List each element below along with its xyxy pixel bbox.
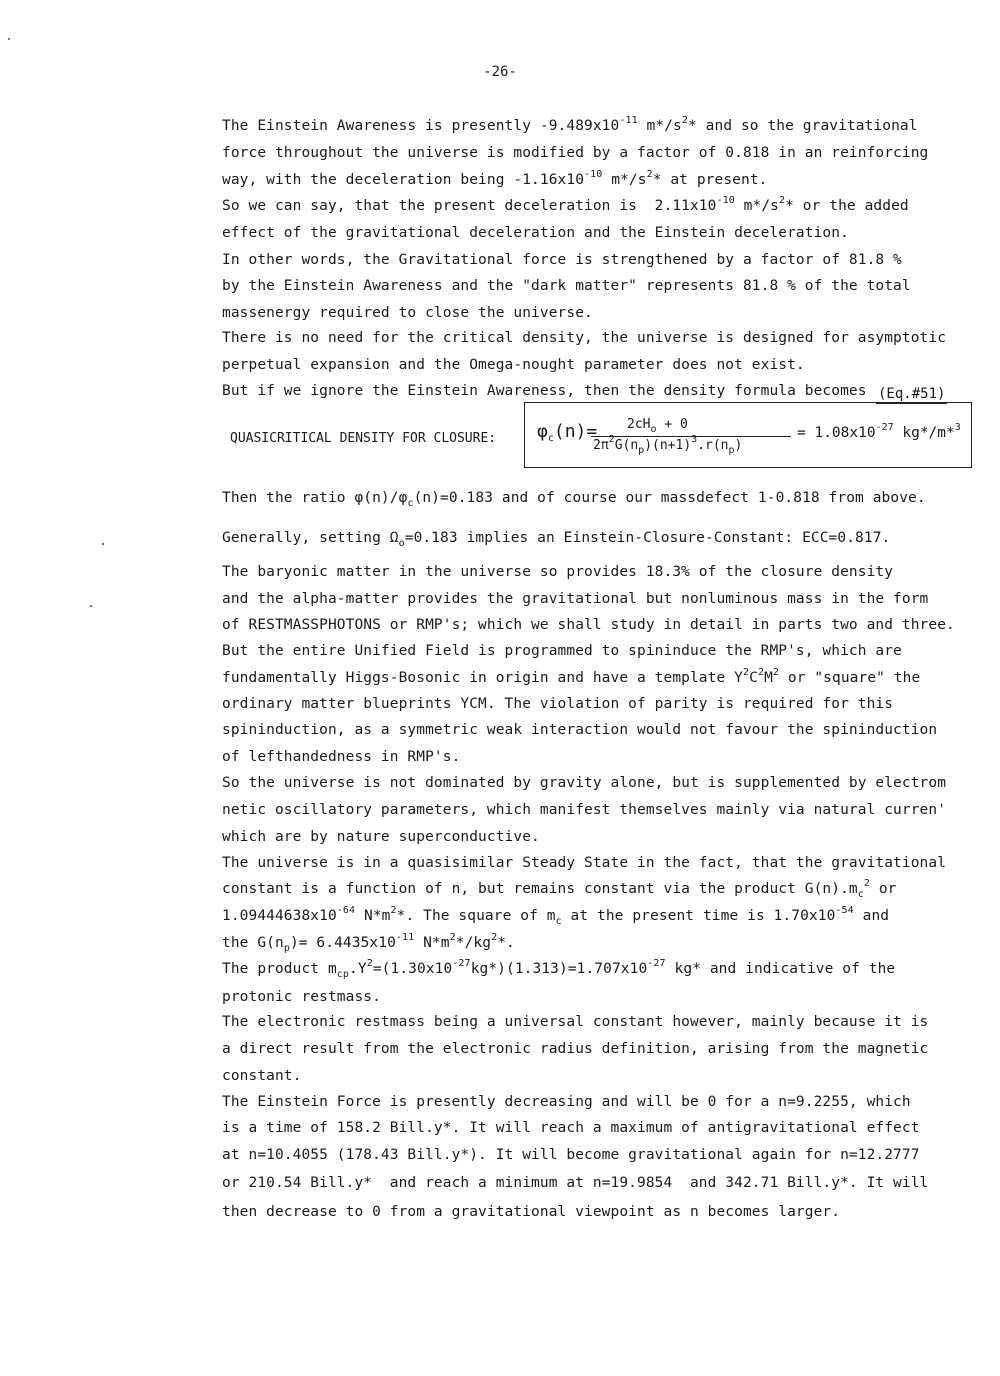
equation-label: (Eq.#51) [878,386,946,402]
text-line: of lefthandedness in RMP's. [222,749,461,765]
equation-box [524,402,972,468]
text-line: then decrease to 0 from a gravitational viewpoint as n becomes larger. [222,1204,841,1220]
text-line: But the entire Unified Field is programmed to spininduce the RMP's, which are [222,643,902,659]
text-line: protonic restmass. [222,989,381,1005]
text-line: force throughout the universe is modified by a factor of 0.818 in an reinforcing [222,145,929,161]
text-line: So we can say, that the present deceleration is $2.11x10^{-10}$ $m*/s^2*$ or the added [222,195,909,214]
scan-mark [8,38,10,40]
scan-mark [90,605,92,607]
text-line: There is no need for the critical density, the universe is designed for asymptotic [222,330,947,346]
text-line: of RESTMASSPHOTONS or RMP's; which we shall study in detail in parts two and three. [222,617,955,633]
text-line: ordinary matter blueprints YCM. The violation of parity is required for this [222,696,894,712]
text-line: netic oscillatory parameters, which manifest themselves mainly via natural curren' [222,802,947,818]
text-line: The electronic restmass being a universal constant however, mainly because it is [222,1014,929,1030]
text-line: or 210.54 Bill.y* and reach a minimum at n=19.9854 and 342.71 Bill.y*. It will [222,1175,929,1191]
text-line: perpetual expansion and the Omega-nought parameter does not exist. [222,357,805,373]
text-line: $1.09444638x10^{-64}$ $N*m^2*$. The square of $m_c$ at the present time is $1.70x10^{-54}$ and [222,905,890,927]
text-line: way, with the deceleration being $-1.16x10^{-10}$ $m*/s^2*$ at present. [222,169,768,188]
text-line: and the alpha-matter provides the gravitational but nonluminous mass in the form [222,591,929,607]
text-line: The baryonic matter in the universe so provides 18.3% of the closure density [222,564,894,580]
text-line: a direct result from the electronic radius definition, arising from the magnetic [222,1041,929,1057]
page-number: -26- [483,64,517,80]
equation-lhs: $\varphi_c(n)=$ [537,421,598,444]
text-line: The product $m_{cp}.Y^2=(1.30x10^{-27}kg*)(1.313)=1.707x10^{-27}$ kg* and indicative of the [222,958,896,980]
text-line: Generally, setting $\Omega_o=0.183$ implies an Einstein-Closure-Constant: ECC=0.817. [222,530,891,549]
text-line: But if we ignore the Einstein Awareness, then the density formula becomes [222,383,867,399]
text-line: is a time of 158.2 Bill.y*. It will reach a maximum of antigravitational effect [222,1120,920,1136]
text-line: In other words, the Gravitational force is strengthened by a factor of 81.8 % [222,252,902,268]
text-line: constant. [222,1068,302,1084]
text-line: which are by nature superconductive. [222,829,540,845]
text-line: massenergy required to close the universe. [222,305,593,321]
text-line: the $G(n_p)= 6.4435x10^{-11}$ $N*m^2*/kg^2*$. [222,932,515,954]
text-line: The universe is in a quasisimilar Steady State in the fact, that the gravitational [222,855,947,871]
text-line: constant is a function of n, but remains constant via the product $G(n).m_c^2$ or [222,878,897,900]
equation-result: = $1.08x10^{-27}$ kg*/m*$^3$ [797,422,961,441]
scan-mark [102,543,104,545]
text-line: Then the ratio $\varphi(n)/\varphi_c(n)=0.183$ and of course our massdefect 1-0.818 from above. [222,490,926,509]
text-line: at n=10.4055 (178.43 Bill.y*). It will become gravitational again for n=12.2777 [222,1147,920,1163]
text-line: So the universe is not dominated by gravity alone, but is supplemented by electrom [222,775,947,791]
text-line: by the Einstein Awareness and the "dark matter" represents 81.8 % of the total [222,278,911,294]
text-line: fundamentally Higgs-Bosonic in origin and have a template $Y^2C^2M^2$ or "square" the [222,667,921,686]
equation-name: QUASICRITICAL DENSITY FOR CLOSURE: [230,431,497,446]
equation-numerator: $2cH_o + 0$ [627,417,688,435]
text-line: The Einstein Awareness is presently $-9.489x10^{-11}$ $m*/s^2*$ and so the gravitational [222,115,918,134]
text-line: effect of the gravitational deceleration and the Einstein deceleration. [222,225,849,241]
text-line: spininduction, as a symmetric weak interaction would not favour the spininduction [222,722,938,738]
text-line: The Einstein Force is presently decreasing and will be 0 for a n=9.2255, which [222,1094,911,1110]
equation-denominator: $2\pi^2G(n_p)(n+1)^3.r(n_p)$ [593,434,743,456]
